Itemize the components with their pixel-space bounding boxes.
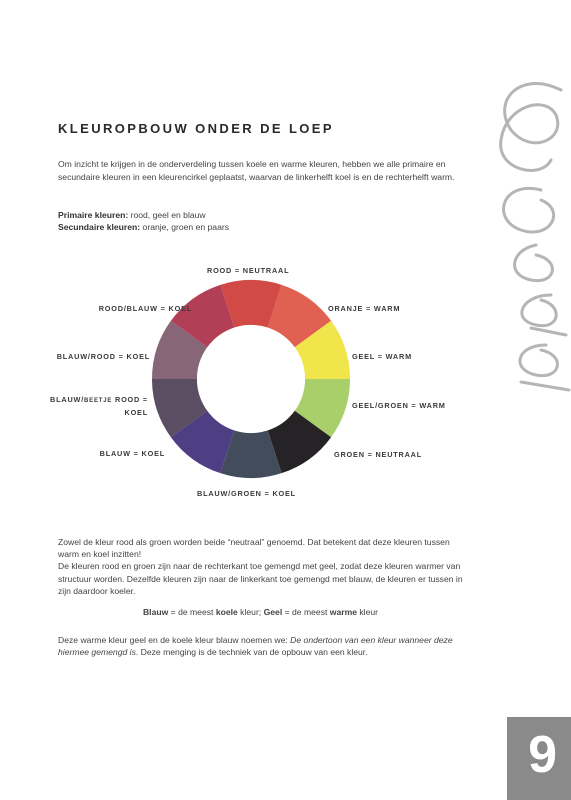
- page-heading: KLEUROPBOUW ONDER DE LOEP: [58, 121, 334, 136]
- closing-text-italic: De ondertoon van een kleur wanneer deze hiermee gemengd is: [58, 635, 453, 658]
- closing-text-after: . Deze menging is de techniek van de opbouw van een kleur.: [135, 647, 368, 658]
- primary-text: rood, geel en blauw: [130, 210, 206, 220]
- summary-line: [58, 607, 463, 617]
- primary-label: Primaire kleuren:: [58, 210, 129, 220]
- summary-text-2: kleur;: [237, 607, 264, 617]
- label-geel-groen: GEEL/GROEN = WARM: [352, 401, 446, 410]
- page-number-tab: [507, 717, 571, 800]
- word-warme: warme: [329, 607, 357, 617]
- summary-text-3: = de meest: [282, 607, 330, 617]
- secondary-colors-line: [58, 221, 458, 233]
- intro-paragraph: Om inzicht te krijgen in de onderverdeling tussen koele en warme kleuren, hebben we alle primaire en secundaire kleuren in een kleurencirkel geplaatst, waarvan de linkerhelft koel is en de rechterhelft warm.: [58, 159, 455, 182]
- label-blauw-beetje-rood: [40, 394, 148, 418]
- secondary-label: Secundaire kleuren:: [58, 222, 141, 232]
- summary-text-4: kleur: [357, 607, 379, 617]
- summary-text-1: = de meest: [168, 607, 216, 617]
- primary-colors-line: [58, 209, 458, 221]
- label-part-small: BEETJE: [84, 398, 113, 404]
- label-groen: GROEN = NEUTRAAL: [334, 450, 423, 459]
- closing-paragraph: [58, 634, 463, 658]
- label-rood-blauw: ROOD/BLAUW = KOEL: [98, 304, 192, 313]
- word-koele: koele: [215, 607, 238, 617]
- body-paragraph-1: Zowel de kleur rood als groen worden beide “neutraal” genoemd. Dat betekent dat deze kleuren tussen warm en koel inzitten!: [58, 537, 450, 560]
- closing-text-before: Deze warme kleur geel en de koele kleur blauw noemen we:: [58, 635, 291, 645]
- label-geel: GEEL = WARM: [352, 352, 412, 361]
- wheel-center: [197, 325, 305, 433]
- page-number: 9: [528, 726, 557, 784]
- label-part-3: KOEL: [124, 408, 148, 417]
- color-definitions: [58, 209, 458, 233]
- label-oranje: ORANJE = WARM: [328, 304, 401, 313]
- label-blauw: BLAUW = KOEL: [99, 449, 165, 458]
- label-rood: ROOD = NEUTRAAL: [207, 266, 290, 275]
- word-blauw: Blauw: [142, 607, 169, 617]
- color-wheel: [0, 255, 571, 495]
- label-blauw-groen: BLAUW/GROEN = KOEL: [197, 489, 296, 498]
- secondary-text: oranje, groen en paars: [142, 222, 230, 232]
- body-paragraph-2: De kleuren rood en groen zijn naar de rechterkant toe gemengd met geel, zodat deze kleuren warmer van structuur worden. Dezelfde kleuren zijn naar de linkerkant toe gemengd met blauw, de kleuren er tussen in zijn daardoor koeler.: [58, 561, 463, 596]
- label-blauw-rood: BLAUW/ROOD = KOEL: [56, 352, 150, 361]
- body-text: [58, 536, 463, 597]
- label-part-1: BLAUW/: [50, 395, 85, 404]
- label-part-2: ROOD =: [115, 395, 148, 404]
- word-geel: Geel: [263, 607, 283, 617]
